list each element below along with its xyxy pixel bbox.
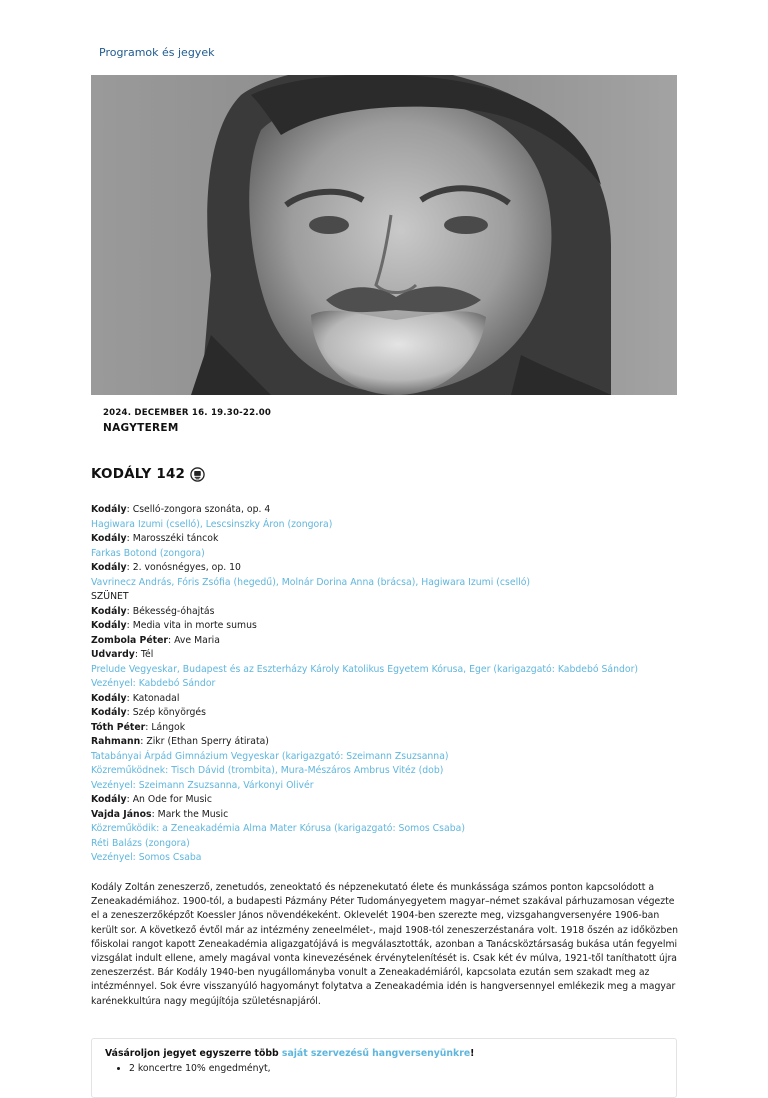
program-line (91, 706, 691, 721)
intermission-line: SZÜNET (91, 591, 129, 602)
event-title: KODÁLY 142 (91, 466, 186, 482)
composer-name: Kodály (91, 692, 127, 704)
composer-name: Udvardy (91, 649, 135, 660)
composer-name: Rahmann (91, 736, 141, 747)
own-concerts-link[interactable]: saját szervezésű hangversenyünkre (281, 1048, 471, 1059)
composer-name: Kodály (91, 605, 127, 617)
composer-bio: Kodály Zoltán zeneszerző, zenetudós, zeneoktató és népzenekutató élete és munkássága számos ponton kapcsolódott a Zeneakadémiához. 1900-tól, a budapesti Pázmány Péter Tudományegyetem magyar–német szakával párhuzamosan végezte el a zeneszerzőképzőt Koessler János növendékeként. Oklevelét 1904-ben szerezte meg, vizsgahangversenyére 1906-ban került sor. A következő évtől már az intézmény zeneelmélet-, majd 1908-tól zeneszerzéstanára volt. 1918 őszén az időközben főiskolai rangot kapott Zeneakadémia aligazgatójává is megválasztották, azonban a Tanácsköztársaság bukása után fegyelmi vizsgálat indult ellene, amely magával vonta kinevezésének érvénytelenítését is. Csak két év múlva, 1921-től taníthatott újra zeneszerzést. Bár Kodály 1940-ben nyugállományba vonult a Zeneakadémiáról, kapcsolata ezután sem szakadt meg az intézménnyel. Sok évre visszanyúló hagyományt folytatva a Zeneakadémia idén is hangversennyel emlékezik meg a magyar karénekkultúra nagy megújítója születésnapjáról. (91, 882, 678, 1007)
composer-name: Kodály (91, 707, 127, 718)
composer-name: Tóth Péter (91, 721, 146, 733)
portrait-photo (91, 75, 677, 395)
work-title: : Békesség-óhajtás (126, 605, 215, 617)
performer-line: Vavrinecz András, Fóris Zsófia (hegedű), Molnár Dorina Anna (brácsa), Hagiwara Izumi (cselló) (91, 576, 531, 588)
work-title: : Tél (134, 649, 154, 660)
nav-link-programs-tickets[interactable]: Programok és jegyek (99, 46, 215, 59)
composer-name: Kodály (91, 562, 127, 573)
performer-line: Farkas Botond (zongora) (91, 547, 205, 559)
program-line (91, 793, 691, 808)
program-line (91, 735, 691, 750)
program-line (91, 605, 691, 620)
offer-heading-suffix: ! (470, 1048, 475, 1059)
program-line (91, 561, 691, 576)
work-title: : Cselló-zongora szonáta, op. 4 (126, 504, 271, 515)
composer-name: Kodály (91, 533, 127, 544)
program-line (91, 532, 691, 547)
work-title: : Lángok (145, 721, 186, 733)
composer-name: Kodály (91, 620, 127, 631)
composer-name: Kodály (91, 504, 127, 515)
work-title: : Media vita in morte sumus (126, 620, 257, 631)
work-title: : Ave Maria (168, 634, 220, 646)
composer-name: Kodály (91, 794, 127, 805)
event-datetime: 2024. DECEMBER 16. 19.30-22.00 (103, 408, 272, 418)
composer-name: Zombola Péter (91, 634, 169, 646)
program-line (91, 503, 691, 518)
performer-line: Prelude Vegyeskar, Budapest és az Eszterházy Károly Katolikus Egyetem Kórusa, Eger (karigazgató: Kabdebó Sándor) (91, 663, 639, 675)
program-line (91, 721, 691, 736)
performer-line: Tatabányai Árpád Gimnázium Vegyeskar (karigazgató: Szeimann Zsuzsanna) (91, 750, 449, 762)
offer-heading-prefix: Vásároljon jegyet egyszerre több (105, 1048, 282, 1059)
work-title: : Zikr (Ethan Sperry átirata) (140, 736, 269, 747)
performer-line: Vezényel: Kabdebó Sándor (91, 678, 216, 689)
offer-list (105, 1062, 663, 1075)
work-title: : 2. vonósnégyes, op. 10 (126, 562, 241, 573)
work-title: : Mark the Music (151, 808, 229, 820)
performer-line: Vezényel: Somos Csaba (91, 852, 202, 863)
offer-heading (105, 1048, 663, 1059)
event-venue: NAGYTEREM (103, 422, 179, 434)
program-line (91, 692, 691, 707)
performer-line: Hagiwara Izumi (cselló), Lescsinszky Áron (zongora) (91, 518, 333, 530)
event-title-row (91, 466, 205, 482)
work-title: : Szép könyörgés (126, 707, 207, 718)
performer-line: Közreműködik: a Zeneakadémia Alma Mater Kórusa (karigazgató: Somos Csaba) (91, 823, 465, 834)
program-line (91, 619, 691, 634)
hero-portrait-image (91, 75, 677, 395)
program-list (91, 503, 691, 866)
composer-name: Vajda János (91, 808, 152, 820)
ticket-offer-box (91, 1038, 677, 1098)
work-title: : Marosszéki táncok (126, 533, 219, 544)
program-line (91, 808, 691, 823)
performer-line: Vezényel: Szeimann Zsuzsanna, Várkonyi Olivér (91, 779, 314, 791)
performer-line: Közreműködnek: Tisch Dávid (trombita), Mura-Mészáros Ambrus Vitéz (dob) (91, 765, 444, 776)
program-line (91, 648, 691, 663)
offer-item: • 2 koncertre 10% engedményt, (129, 1062, 663, 1075)
work-title: : An Ode for Music (126, 794, 212, 805)
broadcast-icon[interactable] (190, 467, 205, 482)
performer-line: Réti Balázs (zongora) (91, 837, 190, 849)
program-line (91, 634, 691, 649)
work-title: : Katonadal (126, 692, 180, 704)
